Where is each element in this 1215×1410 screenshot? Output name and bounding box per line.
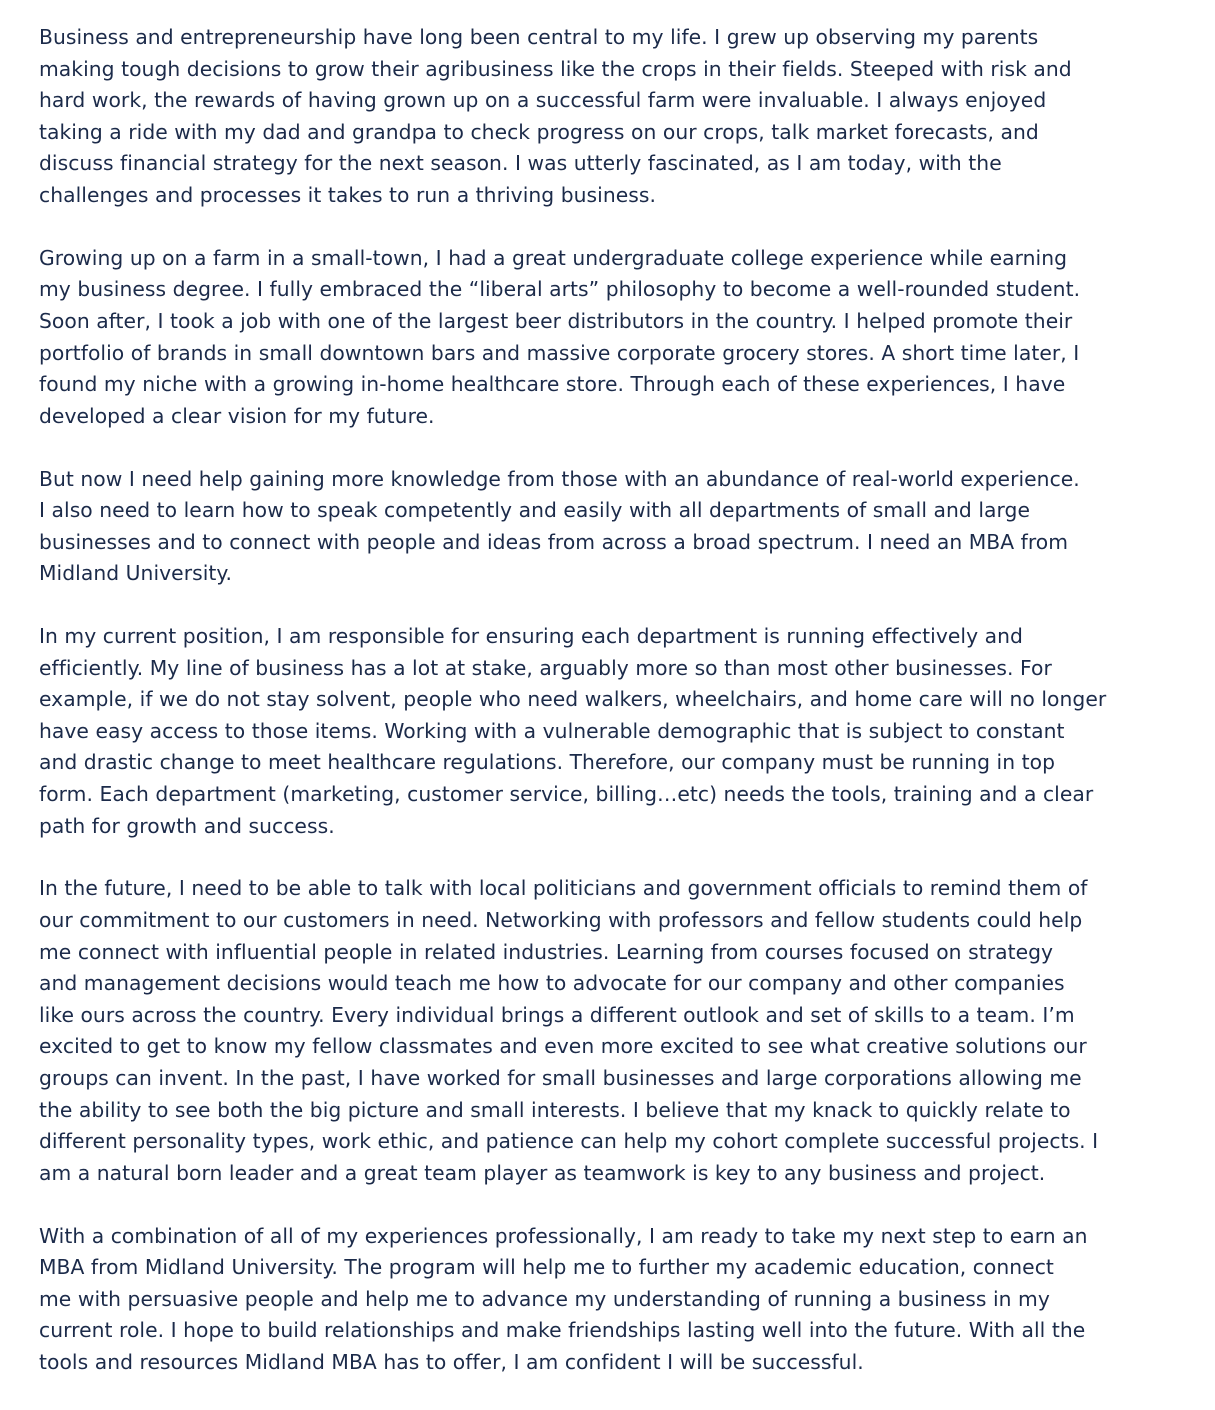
text-line: I also need to learn how to speak competently and easily with all departments of small and large xyxy=(39,498,1030,523)
text-line: groups can invent. In the past, I have worked for small businesses and large corporations allowing me xyxy=(39,1065,1082,1090)
text-line: challenges and processes it takes to run a thriving business. xyxy=(39,182,657,207)
text-line: have easy access to those items. Working with a vulnerable demographic that is subject to constant xyxy=(39,718,1065,743)
text-line: the ability to see both the big picture and small interests. I believe that my knack to quickly relate to xyxy=(39,1097,1071,1122)
paragraph xyxy=(39,464,1106,590)
text-line: my business degree. I fully embraced the “liberal arts” philosophy to become a well-rounded student. xyxy=(39,277,1081,302)
text-line: hard work, the rewards of having grown up on a successful farm were invaluable. I always enjoyed xyxy=(39,88,1047,113)
text-line: making tough decisions to grow their agribusiness like the crops in their fields. Steeped with risk and xyxy=(39,56,1072,81)
text-line: form. Each department (marketing, customer service, billing…etc) needs the tools, training and a clear xyxy=(39,782,1094,807)
text-line: efficiently. My line of business has a lot at stake, arguably more so than most other businesses. For xyxy=(39,655,1052,680)
text-line: found my niche with a growing in-home healthcare store. Through each of these experiences, I have xyxy=(39,372,1066,397)
text-line: In the future, I need to be able to talk with local politicians and government officials to remind them of xyxy=(39,876,1088,901)
text-line: Midland University. xyxy=(39,561,233,586)
text-line: our commitment to our customers in need. Networking with professors and fellow students could help xyxy=(39,908,1083,932)
paragraph xyxy=(39,22,1106,212)
paragraph xyxy=(39,621,1106,842)
text-line: like ours across the country. Every individual brings a different outlook and set of skills to a team. I’m xyxy=(39,1002,1075,1027)
text-line: and drastic change to meet healthcare regulations. Therefore, our company must be running in top xyxy=(39,750,1055,775)
text-line: tools and resources Midland MBA has to offer, I am confident I will be successful. xyxy=(39,1349,864,1374)
text-line: MBA from Midland University. The program will help me to further my academic education, connect xyxy=(39,1255,1054,1280)
text-line: In my current position, I am responsible for ensuring each department is running effectively and xyxy=(39,624,1023,649)
text-line: Soon after, I took a job with one of the largest beer distributors in the country. I helped promote their xyxy=(39,308,1073,333)
text-line: example, if we do not stay solvent, people who need walkers, wheelchairs, and home care will no longer xyxy=(39,687,1107,712)
paragraph xyxy=(39,873,1106,1189)
text-line: But now I need help gaining more knowledge from those with an abundance of real-world experience. xyxy=(39,466,1080,491)
text-line: discuss financial strategy for the next season. I was utterly fascinated, as I am today, with the xyxy=(39,151,1002,176)
text-line: portfolio of brands in small downtown bars and massive corporate grocery stores. A short time later, I xyxy=(39,340,1080,365)
text-line: With a combination of all of my experiences professionally, I am ready to take my next step to earn an xyxy=(39,1223,1088,1248)
text-line: businesses and to connect with people and ideas from across a broad spectrum. I need an MBA from xyxy=(39,529,1069,554)
paragraph xyxy=(39,243,1106,433)
text-line: and management decisions would teach me how to advocate for our company and other companies xyxy=(39,971,1065,996)
text-line: taking a ride with my dad and grandpa to check progress on our crops, talk market forecasts, and xyxy=(39,119,1039,144)
text-line: path for growth and success. xyxy=(39,813,335,838)
text-line: am a natural born leader and a great team player as teamwork is key to any business and project. xyxy=(39,1160,1046,1185)
text-line: me with persuasive people and help me to advance my understanding of running a business in my xyxy=(39,1286,1050,1311)
text-line: current role. I hope to build relationships and make friendships lasting well into the future. With all the xyxy=(39,1318,1086,1343)
text-line: different personality types, work ethic, and patience can help my cohort complete successful projects. I xyxy=(39,1129,1099,1154)
text-line: developed a clear vision for my future. xyxy=(39,403,435,428)
paragraph xyxy=(39,1221,1106,1379)
text-line: Growing up on a farm in a small-town, I had a great undergraduate college experience while earning xyxy=(39,245,1068,270)
essay-document xyxy=(39,22,1106,1410)
text-line: Business and entrepreneurship have long been central to my life. I grew up observing my parents xyxy=(39,25,1039,49)
text-line: excited to get to know my fellow classmates and even more excited to see what creative solutions our xyxy=(39,1034,1087,1059)
text-line: me connect with influential people in related industries. Learning from courses focused on strategy xyxy=(39,939,1054,964)
